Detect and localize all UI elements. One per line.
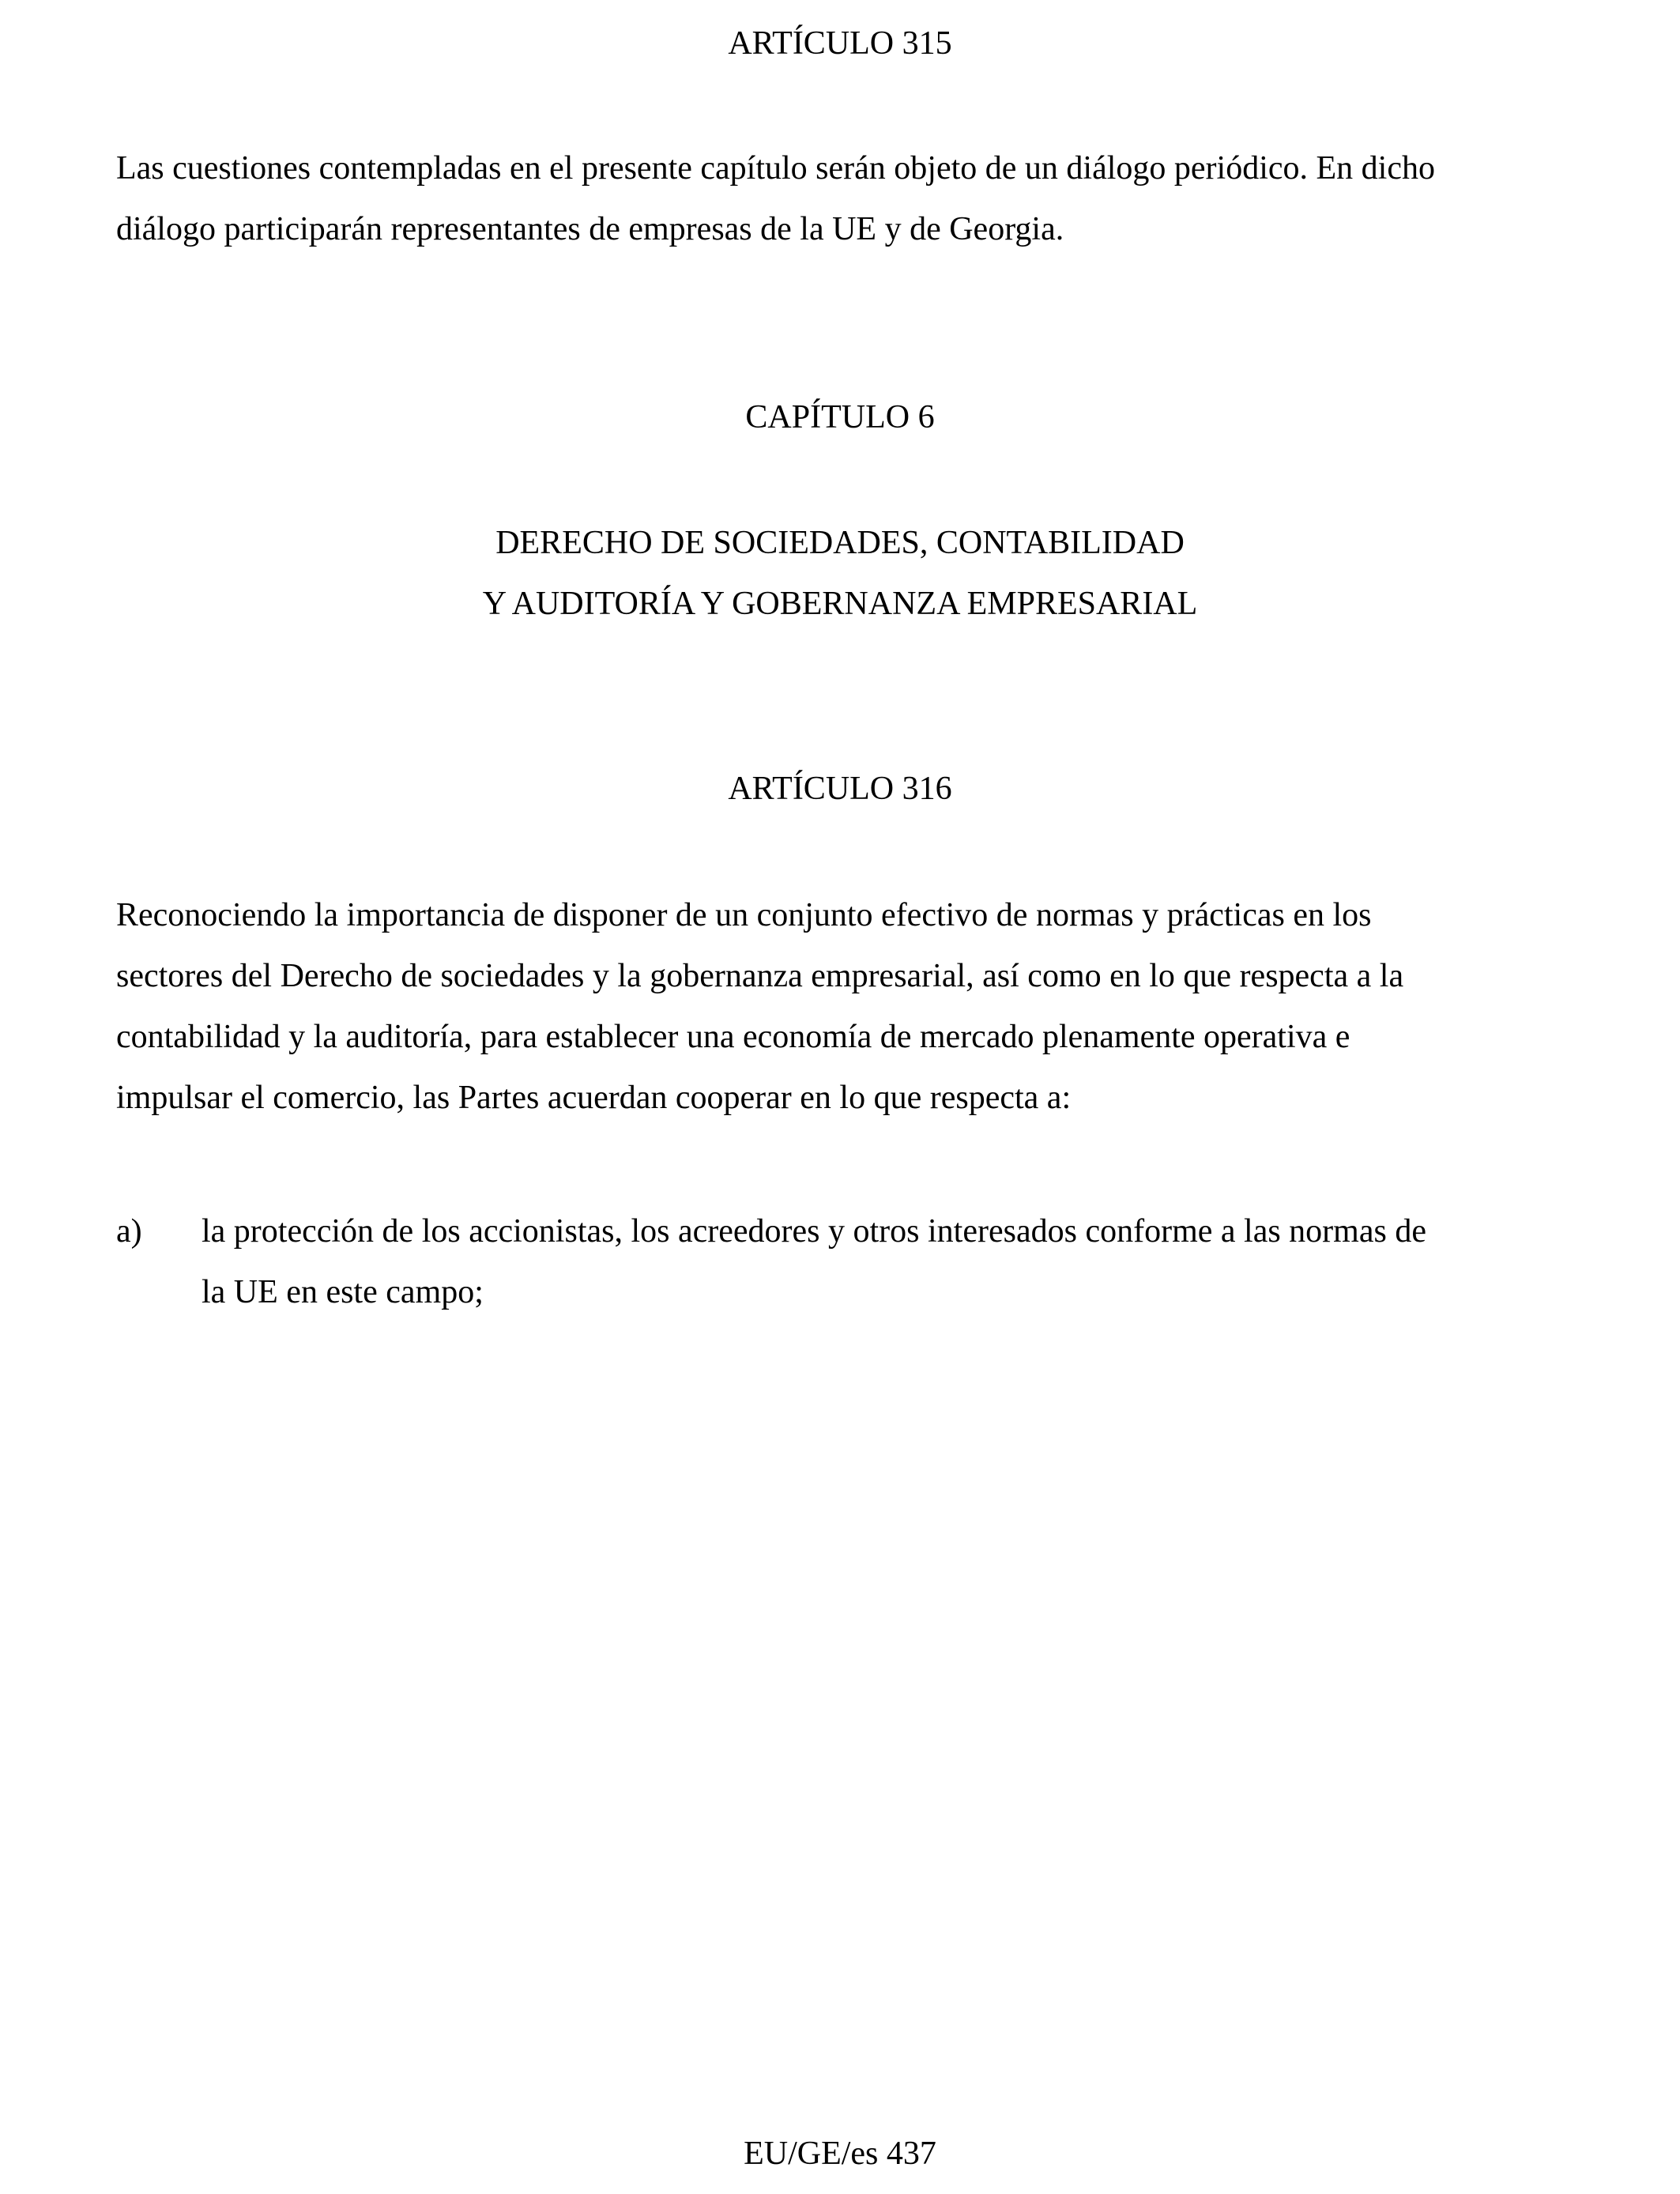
list-item-line: la protección de los accionistas, los acreedores y otros interesados conforme a las normas de <box>202 1213 1426 1250</box>
paragraph-line: diálogo participarán representantes de empresas de la UE y de Georgia. <box>116 211 1064 247</box>
paragraph-line: Las cuestiones contempladas en el presente capítulo serán objeto de un diálogo periódico. En dicho <box>116 150 1435 187</box>
list-item-line: la UE en este campo; <box>202 1274 484 1310</box>
paragraph-line: Reconociendo la importancia de disponer de un conjunto efectivo de normas y prácticas en los <box>116 897 1372 933</box>
chapter-subtitle-line: DERECHO DE SOCIEDADES, CONTABILIDAD <box>495 525 1185 561</box>
chapter-subtitle-line: Y AUDITORÍA Y GOBERNANZA EMPRESARIAL <box>482 586 1198 622</box>
article-315-heading: ARTÍCULO 315 <box>728 25 952 62</box>
paragraph-line: sectores del Derecho de sociedades y la gobernanza empresarial, así como en lo que respecta a la <box>116 958 1404 994</box>
footer-page-reference: EU/GE/es 437 <box>744 2136 936 2172</box>
article-316-paragraph <box>116 885 1564 1129</box>
list-item-a-marker: a) <box>116 1213 142 1250</box>
list-item-a <box>116 1201 1564 1323</box>
article-315-paragraph <box>116 138 1564 260</box>
paragraph-line: contabilidad y la auditoría, para establecer una economía de mercado plenamente operativa e <box>116 1019 1350 1055</box>
paragraph-line: impulsar el comercio, las Partes acuerdan cooperar en lo que respecta a: <box>116 1080 1072 1116</box>
chapter-6-subtitle <box>116 513 1564 635</box>
article-316-heading: ARTÍCULO 316 <box>728 771 952 807</box>
chapter-6-heading: CAPÍTULO 6 <box>745 399 935 435</box>
